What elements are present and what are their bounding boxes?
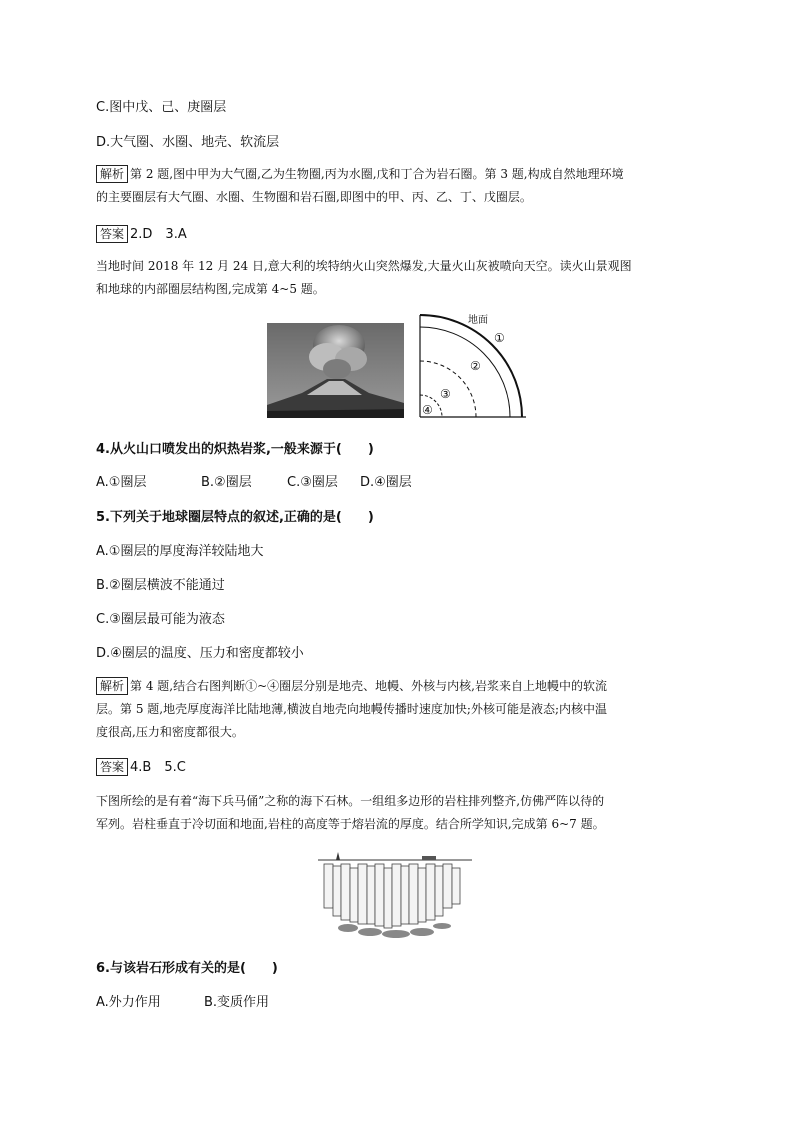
analysis-text-line: 第 2 题,图中甲为大气圈,乙为生物圈,丙为水圈,戊和丁合为岩石圈。第 3 题,构成自然地理环境 xyxy=(130,167,624,181)
q3-option-d: D.大气圈、水圈、地壳、软流层 xyxy=(96,135,280,150)
question-6-stem: 6.与该岩石形成有关的是( ) xyxy=(96,961,278,976)
layer-label-3: ③ xyxy=(440,387,451,401)
analysis-text-line: 层。第 5 题,地壳厚度海洋比陆地薄,横波自地壳向地幔传播时速度加快;外核可能是液态;内核中温 xyxy=(96,702,607,716)
q6-option-a: A.外力作用 xyxy=(96,995,161,1010)
analysis-tag: 解析 xyxy=(96,165,128,183)
q3-option-c: C.图中戊、己、庚圈层 xyxy=(96,100,227,115)
q4-option-a: A.①圈层 xyxy=(96,475,147,490)
answer-block-2 xyxy=(96,756,186,776)
question-4-stem: 4.从火山口喷发出的炽热岩浆,一般来源于( ) xyxy=(96,442,374,457)
answer-block-1 xyxy=(96,223,187,243)
analysis-block-1 xyxy=(96,163,706,209)
intro-paragraph-q4-5 xyxy=(96,255,706,301)
surface-label: 地面 xyxy=(468,315,488,326)
analysis-text-line: 度很高,压力和密度都很大。 xyxy=(96,725,244,739)
volcano-photo xyxy=(267,323,404,418)
answer-tag: 答案 xyxy=(96,758,128,776)
question-5-stem: 5.下列关于地球圈层特点的叙述,正确的是( ) xyxy=(96,510,374,525)
q5-option-b: B.②圈层横波不能通过 xyxy=(96,578,225,593)
basalt-columns-illustration xyxy=(318,848,472,940)
intro-line: 下图所绘的是有着“海下兵马俑”之称的海下石林。一组组多边形的岩柱排列整齐,仿佛严阵以待的 xyxy=(96,794,605,808)
intro-line: 和地球的内部圈层结构图,完成第 4~5 题。 xyxy=(96,282,325,296)
q6-option-b: B.变质作用 xyxy=(204,995,270,1010)
layer-label-1: ① xyxy=(494,331,505,345)
question-4-options xyxy=(96,471,412,490)
q4-option-b: B.②圈层 xyxy=(201,475,252,490)
q5-option-d: D.④圈层的温度、压力和密度都较小 xyxy=(96,646,304,661)
q5-option-a: A.①圈层的厚度海洋较陆地大 xyxy=(96,544,264,559)
answer-text: 4.B 5.C xyxy=(130,760,186,775)
q4-option-c: C.③圈层 xyxy=(287,475,338,490)
intro-paragraph-q6-7 xyxy=(96,790,706,836)
layer-label-4: ④ xyxy=(422,403,433,417)
analysis-text-line: 的主要圈层有大气圈、水圈、生物圈和岩石圈,即图中的甲、丙、乙、丁、戊圈层。 xyxy=(96,190,532,204)
q5-option-c: C.③圈层最可能为液态 xyxy=(96,612,225,627)
q4-option-d: D.④圈层 xyxy=(360,475,412,490)
intro-line: 军列。岩柱垂直于冷切面和地面,岩柱的高度等于熔岩流的厚度。结合所学知识,完成第 6~7 题。 xyxy=(96,817,605,831)
question-6-options xyxy=(96,991,269,1010)
answer-tag: 答案 xyxy=(96,225,128,243)
analysis-block-2 xyxy=(96,675,706,744)
earth-layer-diagram xyxy=(418,311,530,421)
answer-text: 2.D 3.A xyxy=(130,227,187,242)
analysis-text-line: 第 4 题,结合右图判断①~④圈层分别是地壳、地幔、外核与内核,岩浆来自上地幔中的软流 xyxy=(130,679,607,693)
intro-line: 当地时间 2018 年 12 月 24 日,意大利的埃特纳火山突然爆发,大量火山灰被喷向天空。读火山景观图 xyxy=(96,259,632,273)
layer-label-2: ② xyxy=(470,359,481,373)
analysis-tag: 解析 xyxy=(96,677,128,695)
